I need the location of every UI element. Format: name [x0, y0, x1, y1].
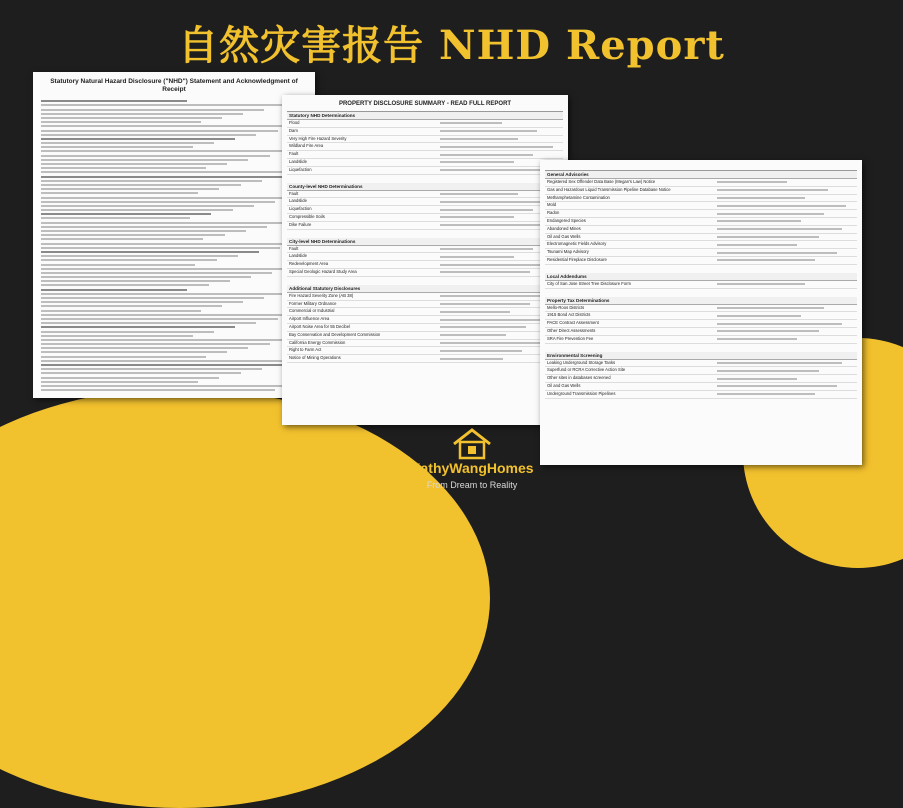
- row-mark: [416, 316, 438, 323]
- row-label: Flood: [289, 120, 300, 125]
- text-line: [41, 109, 264, 111]
- table-row: [545, 375, 857, 383]
- table-row: [287, 355, 563, 363]
- row-label: Fault: [289, 245, 299, 251]
- text-line: [41, 163, 227, 165]
- section-header: Environmental Screening: [545, 352, 857, 360]
- text-line: [41, 377, 219, 379]
- row-description: [715, 226, 857, 233]
- advisories-table: [545, 170, 857, 407]
- table-row: [287, 143, 563, 151]
- row-mark: [416, 120, 438, 127]
- table-row: [545, 218, 857, 226]
- row-mark: [416, 332, 438, 339]
- text-line: [41, 138, 235, 140]
- row-description: [715, 179, 857, 186]
- table-row: [545, 328, 857, 336]
- text-line: [41, 217, 190, 219]
- row-description: [715, 383, 857, 390]
- text-line: [41, 222, 288, 224]
- row-label: Underground Transmission Pipelines: [547, 390, 616, 396]
- text-line: [41, 234, 225, 236]
- text-line: [41, 213, 211, 215]
- table-row: [545, 391, 857, 399]
- text-line: [41, 247, 280, 249]
- table-row: [545, 367, 857, 375]
- row-mark: [416, 128, 438, 135]
- text-line: [41, 372, 241, 374]
- section-gap: [287, 363, 563, 371]
- row-mark: [691, 195, 716, 202]
- table-row: [287, 191, 563, 199]
- text-line: [41, 335, 193, 337]
- row-mark: [416, 136, 438, 143]
- row-mark: [691, 218, 716, 225]
- table-row: [545, 257, 857, 265]
- row-mark: [416, 191, 438, 198]
- row-label: Commercial or Industrial: [289, 308, 335, 314]
- nhd-statement-body: [33, 96, 315, 395]
- text-line: [41, 125, 299, 127]
- row-label: Landslide: [289, 158, 307, 164]
- row-description: [715, 375, 857, 382]
- row-label: Other Direct Assessments: [547, 327, 596, 333]
- row-mark: [691, 383, 716, 390]
- text-line: [41, 180, 262, 182]
- text-line: [41, 364, 283, 366]
- row-label: Bay Conservation and Development Commission: [289, 331, 381, 337]
- text-line: [41, 159, 248, 161]
- row-label: Fault: [289, 190, 299, 196]
- table-row: [545, 241, 857, 249]
- row-mark: [691, 202, 716, 209]
- text-line: [41, 343, 270, 345]
- table-row: [287, 159, 563, 167]
- table-row: [287, 308, 563, 316]
- text-line: [41, 293, 286, 295]
- text-line: [41, 100, 187, 102]
- text-line: [41, 117, 222, 119]
- section-header: Local Addendums: [545, 273, 857, 281]
- text-line: [41, 276, 251, 278]
- table-row: [287, 136, 563, 144]
- text-line: [41, 272, 272, 274]
- row-mark: [691, 187, 716, 194]
- row-mark: [416, 246, 438, 253]
- brand-name: KathyWangHomes: [410, 460, 534, 476]
- table-row: [545, 281, 857, 289]
- section-header: General Advisories: [545, 171, 857, 179]
- text-line: [41, 150, 291, 152]
- row-description: [715, 281, 857, 288]
- table-row: [287, 316, 563, 324]
- table-row: [545, 312, 857, 320]
- text-line: [41, 389, 275, 391]
- row-mark: [416, 355, 438, 362]
- text-line: [41, 209, 233, 211]
- table-row: [545, 187, 857, 195]
- table-row: [287, 332, 563, 340]
- text-line: [41, 360, 304, 362]
- table-row: [287, 167, 563, 175]
- row-label: Liquefaction: [289, 206, 312, 212]
- row-description: [438, 128, 563, 135]
- text-line: [41, 146, 193, 148]
- table-row: [287, 120, 563, 128]
- page-title: 自然灾害报告 NHD Report: [178, 22, 725, 69]
- nhd-statement-heading: Statutory Natural Hazard Disclosure ("NHD") Statement and Acknowledgment of Receipt: [50, 78, 298, 93]
- table-row: [287, 253, 563, 261]
- row-label: Airport Influence Area: [289, 316, 330, 322]
- row-label: Leaking Underground Storage Tanks: [547, 359, 616, 365]
- text-line: [41, 230, 246, 232]
- text-line: [41, 301, 243, 303]
- text-line: [41, 134, 256, 136]
- table-row: [545, 336, 857, 344]
- text-line: [41, 238, 203, 240]
- row-description: [438, 120, 563, 127]
- row-label: California Energy Commission: [289, 339, 346, 345]
- row-mark: [691, 375, 716, 382]
- text-line: [41, 347, 248, 349]
- disclosure-summary-table: [287, 111, 563, 371]
- row-description: [715, 257, 857, 264]
- text-line: [41, 121, 201, 123]
- text-line: [41, 356, 206, 358]
- row-description: [715, 336, 857, 343]
- row-mark: [691, 281, 716, 288]
- text-line: [41, 385, 296, 387]
- row-mark: [691, 249, 716, 256]
- row-mark: [691, 305, 716, 312]
- row-mark: [416, 167, 438, 174]
- table-row: [545, 305, 857, 313]
- row-mark: [691, 360, 716, 367]
- row-label: Oil and Gas Wells: [547, 233, 581, 239]
- table-row: [545, 179, 857, 187]
- row-mark: [416, 261, 438, 268]
- row-label: City of San Jose Street Tree Disclosure Form: [547, 280, 632, 286]
- row-label: Residential Fireplace Disclosure: [547, 256, 607, 262]
- text-line: [41, 351, 227, 353]
- text-line: [41, 142, 214, 144]
- section-header: Statutory NHD Determinations: [287, 112, 563, 120]
- row-description: [715, 234, 857, 241]
- text-line: [41, 381, 198, 383]
- row-mark: [691, 257, 716, 264]
- row-label: Tsunami Map Advisory: [547, 249, 589, 255]
- table-row: [545, 383, 857, 391]
- row-mark: [691, 391, 716, 398]
- table-row: [287, 128, 563, 136]
- row-label: Former Military Ordnance: [289, 300, 337, 306]
- row-mark: [416, 347, 438, 354]
- section-gap: [287, 230, 563, 238]
- brand-tagline: From Dream to Reality: [426, 480, 518, 490]
- row-label: Landslide: [289, 253, 307, 259]
- row-label: Special Geologic Hazard Study Area: [289, 268, 357, 274]
- row-description: [715, 367, 857, 374]
- table-row: [287, 301, 563, 309]
- row-mark: [416, 198, 438, 205]
- text-line: [41, 289, 187, 291]
- row-label: Dike Failure: [289, 221, 312, 227]
- table-row: [287, 293, 563, 301]
- section-header: County-level NHD Determinations: [287, 183, 563, 191]
- table-row: [287, 246, 563, 254]
- row-mark: [416, 324, 438, 331]
- table-row: [287, 269, 563, 277]
- row-label: Fire Hazard Severity Zone (AB 38): [289, 292, 354, 298]
- row-description: [715, 249, 857, 256]
- text-line: [41, 322, 256, 324]
- text-line: [41, 284, 209, 286]
- text-line: [41, 264, 195, 266]
- section-header: Additional Statutory Disclosures: [287, 285, 563, 293]
- row-mark: [691, 226, 716, 233]
- row-label: Endangered Species: [547, 217, 586, 223]
- row-description: [715, 202, 857, 209]
- row-description: [715, 195, 857, 202]
- disclosure-summary-heading: PROPERTY DISCLOSURE SUMMARY - READ FULL REPORT: [338, 101, 512, 107]
- row-mark: [691, 367, 716, 374]
- text-line: [41, 243, 302, 245]
- section-gap: [545, 344, 857, 352]
- row-mark: [416, 143, 438, 150]
- row-label: Radon: [547, 210, 560, 216]
- table-row: [545, 195, 857, 203]
- table-row: [545, 249, 857, 257]
- text-line: [41, 205, 254, 207]
- row-label: Landslide: [289, 198, 307, 204]
- row-label: Abandoned Mines: [547, 225, 581, 231]
- row-mark: [416, 293, 438, 300]
- text-line: [41, 130, 278, 132]
- table-row: [545, 202, 857, 210]
- row-label: Right to Farm Act: [289, 347, 322, 353]
- row-mark: [416, 269, 438, 276]
- text-line: [41, 167, 206, 169]
- row-mark: [416, 214, 438, 221]
- table-row: [545, 360, 857, 368]
- text-line: [41, 368, 262, 370]
- table-row: [287, 340, 563, 348]
- row-mark: [416, 340, 438, 347]
- row-mark: [691, 241, 716, 248]
- row-description: [715, 320, 857, 327]
- row-label: PACE Contract Assessment: [547, 320, 599, 326]
- text-line: [41, 255, 238, 257]
- table-row: [287, 324, 563, 332]
- row-label: Notice of Mining Operations: [289, 355, 341, 361]
- row-description: [715, 305, 857, 312]
- text-line: [41, 326, 235, 328]
- text-line: [41, 314, 299, 316]
- row-description: [715, 187, 857, 194]
- row-description: [715, 328, 857, 335]
- table-row: [287, 261, 563, 269]
- row-description: [715, 218, 857, 225]
- row-description: [438, 136, 563, 143]
- text-line: [41, 197, 296, 199]
- row-mark: [691, 179, 716, 186]
- disclosure-summary-document: [282, 95, 568, 425]
- text-line: [41, 297, 264, 299]
- table-row: [287, 198, 563, 206]
- section-header: City-level NHD Determinations: [287, 238, 563, 246]
- row-label: Wildland Fire Area: [289, 143, 324, 149]
- row-label: Oil and Gas Wells: [547, 382, 581, 388]
- text-line: [41, 192, 198, 194]
- text-line: [41, 113, 243, 115]
- row-description: [715, 360, 857, 367]
- table-row: [287, 214, 563, 222]
- section-gap: [287, 175, 563, 183]
- row-mark: [691, 312, 716, 319]
- row-label: Other sites in databases screened: [547, 375, 611, 381]
- row-label: Electromagnetic Fields Advisory: [547, 241, 607, 247]
- section-gap: [545, 399, 857, 407]
- text-line: [41, 184, 241, 186]
- table-row: [545, 226, 857, 234]
- table-row: [287, 222, 563, 230]
- row-description: [438, 151, 563, 158]
- table-row: [287, 206, 563, 214]
- row-label: Very High Fire Hazard Severity: [289, 135, 347, 141]
- row-mark: [416, 206, 438, 213]
- section-header: Property Tax Determinations: [545, 297, 857, 305]
- row-label: Superfund or RCRA Corrective Action Site: [547, 367, 626, 373]
- row-label: Gas and Hazardous Liquid Transmission Pipeline Database Notice: [547, 186, 671, 192]
- row-label: 1915 Bond Act Districts: [547, 312, 591, 318]
- row-label: Methamphetamine Contamination: [547, 194, 610, 200]
- table-row: [545, 234, 857, 242]
- text-line: [41, 268, 294, 270]
- row-label: Redevelopment Area: [289, 261, 329, 267]
- text-line: [41, 280, 230, 282]
- row-label: Mold: [547, 202, 557, 208]
- text-line: [41, 188, 219, 190]
- row-mark: [691, 320, 716, 327]
- text-line: [41, 226, 267, 228]
- text-line: [41, 251, 259, 253]
- row-label: Mello-Roos Districts: [547, 304, 585, 310]
- house-icon: [450, 426, 494, 462]
- row-label: Liquefaction: [289, 166, 312, 172]
- table-row: [287, 151, 563, 159]
- table-row: [287, 347, 563, 355]
- row-mark: [416, 159, 438, 166]
- table-row: [545, 210, 857, 218]
- row-mark: [691, 336, 716, 343]
- section-gap: [287, 277, 563, 285]
- text-line: [41, 259, 217, 261]
- row-description: [715, 312, 857, 319]
- row-mark: [416, 308, 438, 315]
- text-line: [41, 305, 222, 307]
- text-line: [41, 104, 286, 106]
- row-label: Airport Noise Area for 55 Decibel: [289, 323, 350, 329]
- text-line: [41, 310, 201, 312]
- row-mark: [691, 210, 716, 217]
- row-mark: [416, 301, 438, 308]
- row-label: Dam: [289, 127, 298, 133]
- text-line: [41, 201, 275, 203]
- row-mark: [416, 222, 438, 229]
- text-line: [41, 155, 270, 157]
- row-description: [715, 391, 857, 398]
- text-line: [41, 176, 283, 178]
- text-line: [41, 318, 278, 320]
- row-mark: [416, 253, 438, 260]
- row-label: Fault: [289, 151, 299, 157]
- text-line: [41, 171, 304, 173]
- row-description: [438, 143, 563, 150]
- text-line: [41, 331, 214, 333]
- text-line: [41, 339, 291, 341]
- advisories-document: [540, 160, 862, 465]
- row-mark: [691, 328, 716, 335]
- row-description: [715, 210, 857, 217]
- section-gap: [545, 289, 857, 297]
- row-label: SRA Fire Prevention Fee: [547, 335, 594, 341]
- row-label: Compressible Soils: [289, 213, 325, 219]
- section-gap: [545, 265, 857, 273]
- brand-logo: [392, 426, 552, 490]
- row-description: [715, 241, 857, 248]
- table-row: [545, 320, 857, 328]
- row-mark: [416, 151, 438, 158]
- row-mark: [691, 234, 716, 241]
- row-label: Registered Sex Offender Data Base (Megan's Law) Notice: [547, 179, 656, 184]
- nhd-statement-document: [33, 72, 315, 398]
